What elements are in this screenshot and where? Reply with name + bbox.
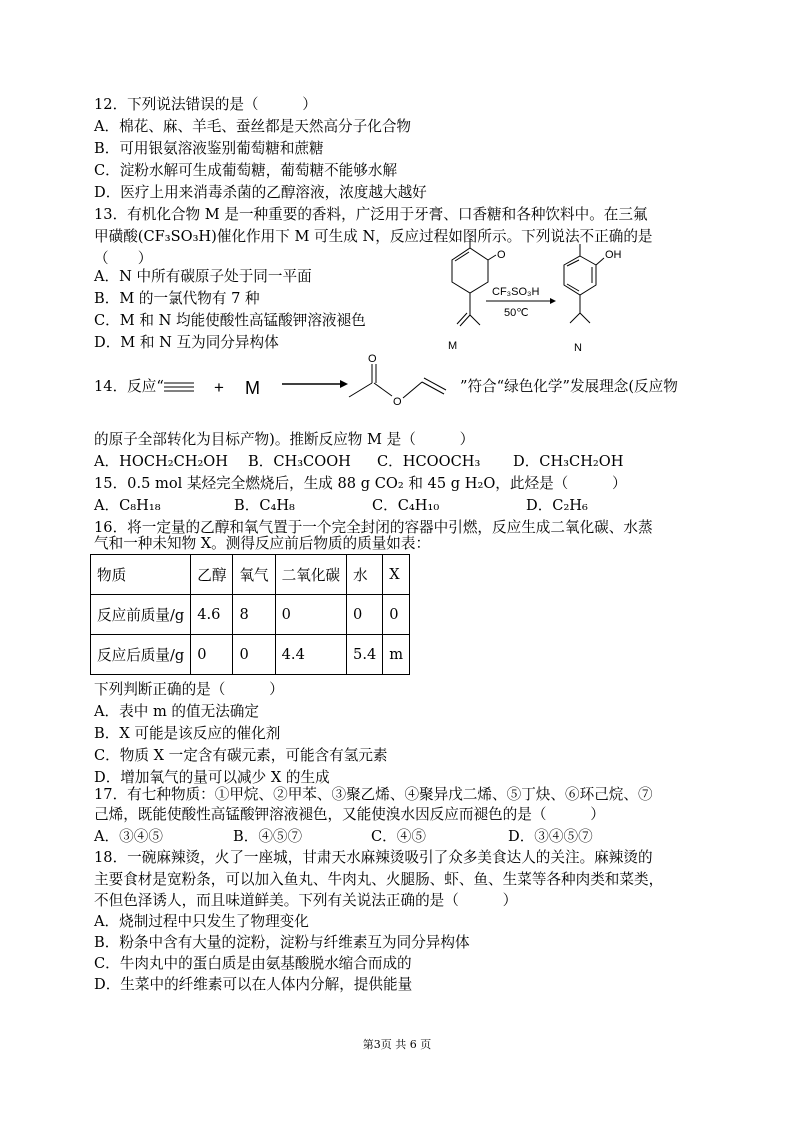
n-label: N bbox=[574, 342, 582, 354]
alkyne-triple-bond-icon bbox=[162, 379, 196, 395]
table-cell: 4.4 bbox=[275, 635, 346, 675]
page-footer: 第3页 共 6 页 bbox=[362, 1038, 432, 1051]
q13-option-b: B．M 的一氯代物有 7 种 bbox=[94, 290, 260, 307]
table-header-cell: 乙醇 bbox=[191, 555, 233, 595]
q15-stem: 15．0.5 mol 某烃完全燃烧后，生成 88 g CO₂ 和 45 g H₂O，此烃是（ ） bbox=[94, 475, 627, 492]
table-row bbox=[91, 595, 410, 635]
table-cell: 0 bbox=[233, 635, 275, 675]
table-header-row bbox=[91, 555, 410, 595]
table-cell: 反应前质量/g bbox=[91, 595, 191, 635]
q16-option-c: C．物质 X 一定含有碳元素，可能含有氢元素 bbox=[94, 747, 388, 764]
q18-option-b: B．粉条中含有大量的淀粉，淀粉与纤维素互为同分异构体 bbox=[94, 934, 470, 951]
table-header-cell: 氧气 bbox=[233, 555, 275, 595]
carbonyl-oxygen-label: O bbox=[368, 353, 377, 365]
q16-mass-table bbox=[90, 554, 410, 675]
q13-option-a: A．N 中所有碳原子处于同一平面 bbox=[94, 268, 312, 285]
table-cell: 5.4 bbox=[347, 635, 383, 675]
table-cell: 反应后质量/g bbox=[91, 635, 191, 675]
n-oh-label: OH bbox=[605, 249, 622, 261]
table-cell: 8 bbox=[233, 595, 275, 635]
table-cell: 0 bbox=[347, 595, 383, 635]
q18-option-d: D．生菜中的纤维素可以在人体内分解，提供能量 bbox=[94, 976, 413, 993]
q18-stem-line1: 18．一碗麻辣烫，火了一座城，甘肃天水麻辣烫吸引了众多美食达人的关注。麻辣烫的 bbox=[94, 849, 653, 866]
q14-option-a: A．HOCH₂CH₂OH bbox=[94, 453, 229, 470]
reagent-label: CF₃SO₃H bbox=[492, 286, 540, 298]
q14-stem-line2: 的原子全部转化为目标产物)。推断反应物 M 是（ ） bbox=[94, 431, 475, 448]
q12-stem: 12．下列说法错误的是（ ） bbox=[94, 96, 317, 113]
table-cell: m bbox=[383, 635, 410, 675]
vinyl-acetate-structure bbox=[346, 350, 458, 414]
table-cell: 4.6 bbox=[191, 595, 233, 635]
q13-option-c: C．M 和 N 均能使酸性高锰酸钾溶液褪色 bbox=[94, 312, 366, 329]
table-header-cell: 水 bbox=[347, 555, 383, 595]
q13-stem-line3: （ ） bbox=[94, 250, 153, 267]
q17-stem-line2: 己烯，既能使酸性高锰酸钾溶液褪色，又能使溴水因反应而褪色的是（ ） bbox=[94, 806, 605, 823]
q15-option-a: A．C₈H₁₈ bbox=[94, 497, 161, 514]
table-row bbox=[91, 635, 410, 675]
q14-suffix: ”符合“绿色化学”发展理念(反应物 bbox=[460, 378, 678, 395]
q15-option-d: D．C₂H₆ bbox=[526, 497, 588, 514]
q13-stem-line2: 甲磺酸(CF₃SO₃H)催化作用下 M 可生成 N，反应过程如图所示。下列说法不正确的是 bbox=[94, 228, 653, 245]
m-label: M bbox=[448, 340, 458, 352]
q18-option-a: A．烧制过程中只发生了物理变化 bbox=[94, 913, 309, 930]
q15-option-c: C．C₄H₁₀ bbox=[372, 497, 440, 514]
q12-option-c: C．淀粉水解可生成葡萄糖，葡萄糖不能够水解 bbox=[94, 162, 398, 179]
q18-option-c: C．牛肉丸中的蛋白质是由氨基酸脱水缩合而成的 bbox=[94, 955, 412, 972]
q14-reactant-m: M bbox=[245, 378, 260, 398]
q12-option-a: A．棉花、麻、羊毛、蚕丝都是天然高分子化合物 bbox=[94, 118, 412, 135]
reaction-arrow-icon bbox=[282, 377, 348, 391]
table-cell: 0 bbox=[191, 635, 233, 675]
q16-option-b: B．X 可能是该反应的催化剂 bbox=[94, 725, 281, 742]
table-header-cell: 二氧化碳 bbox=[275, 555, 346, 595]
table-header-cell: X bbox=[383, 555, 410, 595]
q13-stem-line1: 13．有机化合物 M 是一种重要的香料，广泛用于牙膏、口香糖和各种饮料中。在三氟 bbox=[94, 206, 648, 223]
q17-option-b: B．④⑤⑦ bbox=[233, 828, 303, 845]
q14-option-c: C．HCOOCH₃ bbox=[377, 453, 481, 470]
condition-label: 50℃ bbox=[504, 307, 529, 319]
table-cell: 0 bbox=[275, 595, 346, 635]
q16-stem-line2: 气和一种未知物 X。测得反应前后物质的质量如表： bbox=[94, 535, 431, 552]
ester-oxygen-label: O bbox=[393, 396, 402, 408]
q17-stem-line1: 17．有七种物质：①甲烷、②甲苯、③聚乙烯、④聚异戊二烯、⑤丁炔、⑥环己烷、⑦ bbox=[94, 786, 653, 803]
reaction-arrow bbox=[486, 298, 556, 304]
q18-stem-line2: 主要食材是宽粉条，可以加入鱼丸、牛肉丸、火腿肠、虾、鱼、生菜等各种肉类和菜类， bbox=[94, 871, 664, 888]
table-header-cell: 物质 bbox=[91, 555, 191, 595]
q14-plus: + bbox=[214, 378, 224, 397]
q17-option-a: A．③④⑤ bbox=[94, 828, 163, 845]
q18-stem-line3: 不但色泽诱人，而且味道鲜美。下列有关说法正确的是（ ） bbox=[94, 892, 518, 909]
q16-stem-line3: 下列判断正确的是（ ） bbox=[94, 681, 284, 698]
molecule-m-structure bbox=[452, 238, 496, 326]
m-oxygen-label: O bbox=[497, 249, 506, 261]
q13-option-d: D．M 和 N 互为同分异构体 bbox=[94, 334, 279, 351]
q14-option-d: D．CH₃CH₂OH bbox=[513, 453, 624, 470]
q14-option-b: B．CH₃COOH bbox=[248, 453, 351, 470]
q16-stem-line1: 16．将一定量的乙醇和氧气置于一个完全封闭的容器中引燃，反应生成二氧化碳、水蒸 bbox=[94, 519, 653, 536]
q12-option-b: B．可用银氨溶液鉴别葡萄糖和蔗糖 bbox=[94, 140, 324, 157]
q16-option-a: A．表中 m 的值无法确定 bbox=[94, 703, 259, 720]
molecule-n-structure bbox=[564, 244, 604, 323]
q17-option-d: D．③④⑤⑦ bbox=[508, 828, 593, 845]
q13-reaction-diagram bbox=[420, 238, 660, 358]
q14-prefix: 14．反应“ bbox=[94, 378, 164, 395]
table-cell: 0 bbox=[383, 595, 410, 635]
q12-option-d: D．医疗上用来消毒杀菌的乙醇溶液，浓度越大越好 bbox=[94, 184, 427, 201]
q16-option-d: D．增加氧气的量可以减少 X 的生成 bbox=[94, 769, 330, 786]
q15-option-b: B．C₄H₈ bbox=[234, 497, 295, 514]
q17-option-c: C．④⑤ bbox=[371, 828, 426, 845]
